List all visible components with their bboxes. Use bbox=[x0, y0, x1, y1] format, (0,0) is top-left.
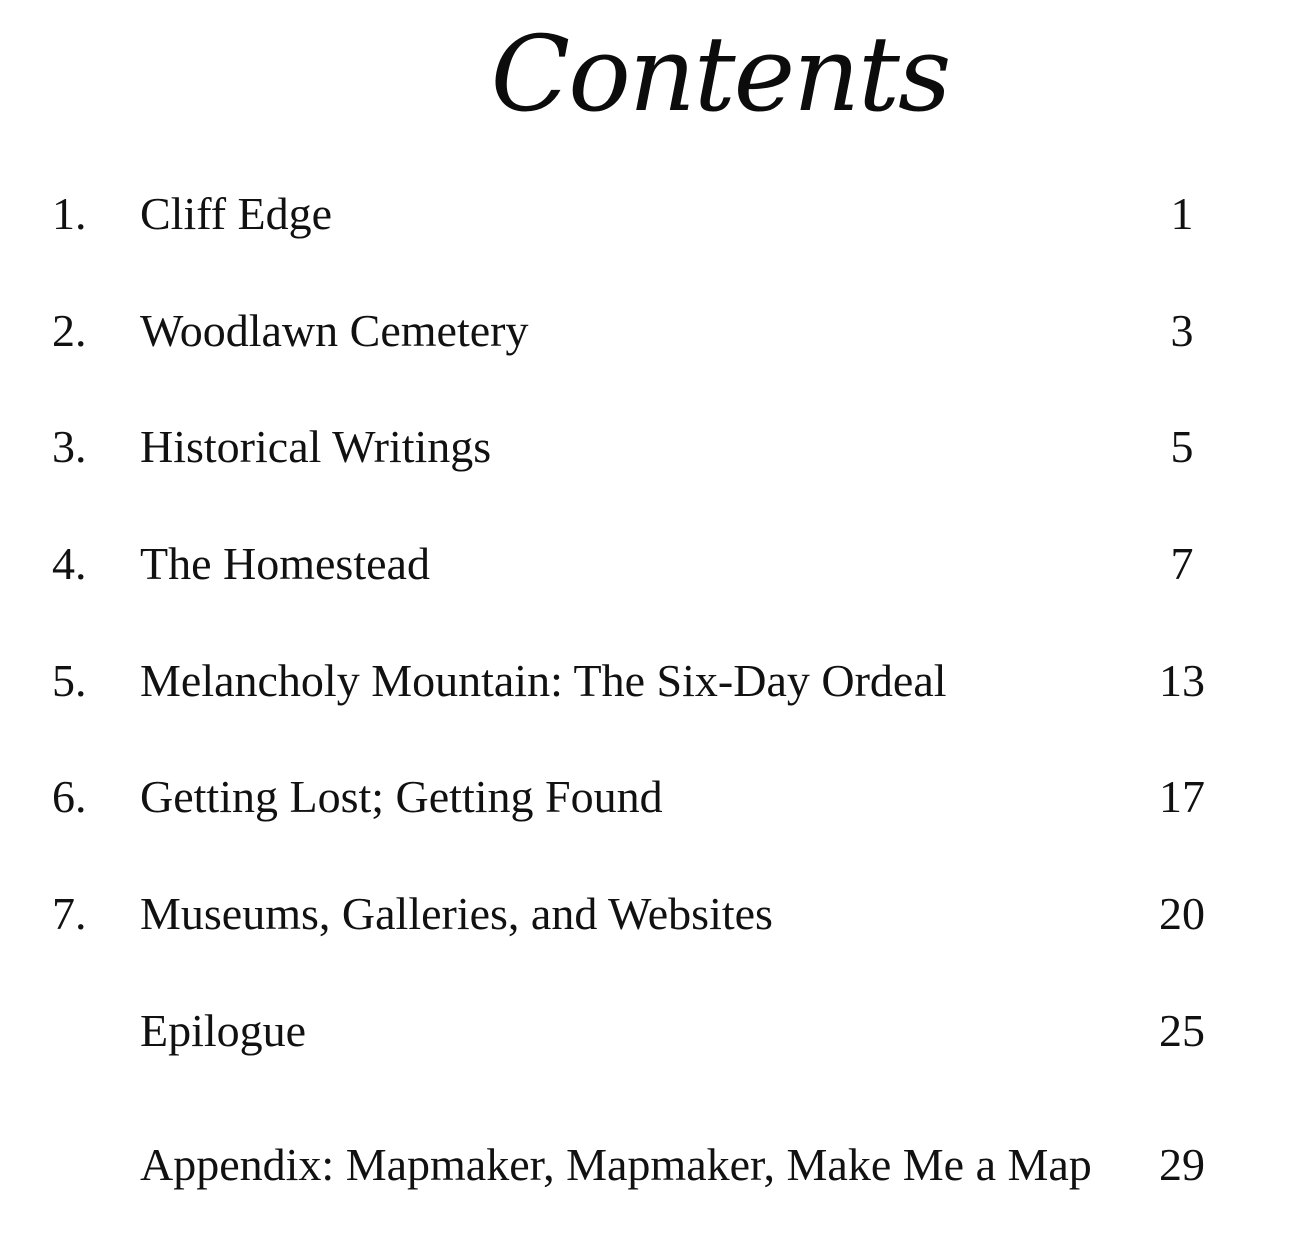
toc-entry-title: Getting Lost; Getting Found bbox=[140, 771, 663, 822]
toc-entry-number: 5. bbox=[52, 655, 87, 706]
toc-entry-page: 20 bbox=[1159, 888, 1205, 939]
page-title: Contents bbox=[490, 13, 950, 135]
toc-entry bbox=[0, 539, 1313, 589]
toc-entry-number: 2. bbox=[52, 305, 87, 356]
toc-entry-page: 25 bbox=[1159, 1005, 1205, 1056]
toc-entry-title: Appendix: Mapmaker, Mapmaker, Make Me a Map bbox=[140, 1139, 1092, 1190]
toc-entry bbox=[0, 306, 1313, 356]
toc-entry-title: Woodlawn Cemetery bbox=[140, 305, 529, 356]
toc-entry-number: 7. bbox=[52, 888, 87, 939]
toc-entry bbox=[0, 656, 1313, 706]
toc-entry bbox=[0, 422, 1313, 472]
toc-entry bbox=[0, 1140, 1313, 1190]
toc-entry-page: 13 bbox=[1159, 655, 1205, 706]
toc-entry-number: 1. bbox=[52, 188, 87, 239]
toc-entry-page: 17 bbox=[1159, 771, 1205, 822]
toc-entry-page: 3 bbox=[1170, 305, 1194, 356]
toc-entry-number: 3. bbox=[52, 421, 87, 472]
toc-entry bbox=[0, 772, 1313, 822]
toc-entry bbox=[0, 189, 1313, 239]
toc-entry-title: Melancholy Mountain: The Six-Day Ordeal bbox=[140, 655, 947, 706]
toc-entry-title: Historical Writings bbox=[140, 421, 492, 472]
toc-entry bbox=[0, 1006, 1313, 1056]
toc-entry-page: 29 bbox=[1159, 1139, 1205, 1190]
toc-entry-title: Cliff Edge bbox=[140, 188, 333, 239]
toc-entry-title: The Homestead bbox=[140, 538, 430, 589]
toc-entry-number: 6. bbox=[52, 771, 87, 822]
toc-entry-page: 1 bbox=[1170, 188, 1194, 239]
toc-entry-number: 4. bbox=[52, 538, 87, 589]
toc-entry bbox=[0, 889, 1313, 939]
toc-entry-page: 7 bbox=[1170, 538, 1194, 589]
toc-entry-title: Museums, Galleries, and Websites bbox=[140, 888, 773, 939]
toc-entry-title: Epilogue bbox=[140, 1005, 307, 1056]
toc-entry-page: 5 bbox=[1170, 421, 1194, 472]
